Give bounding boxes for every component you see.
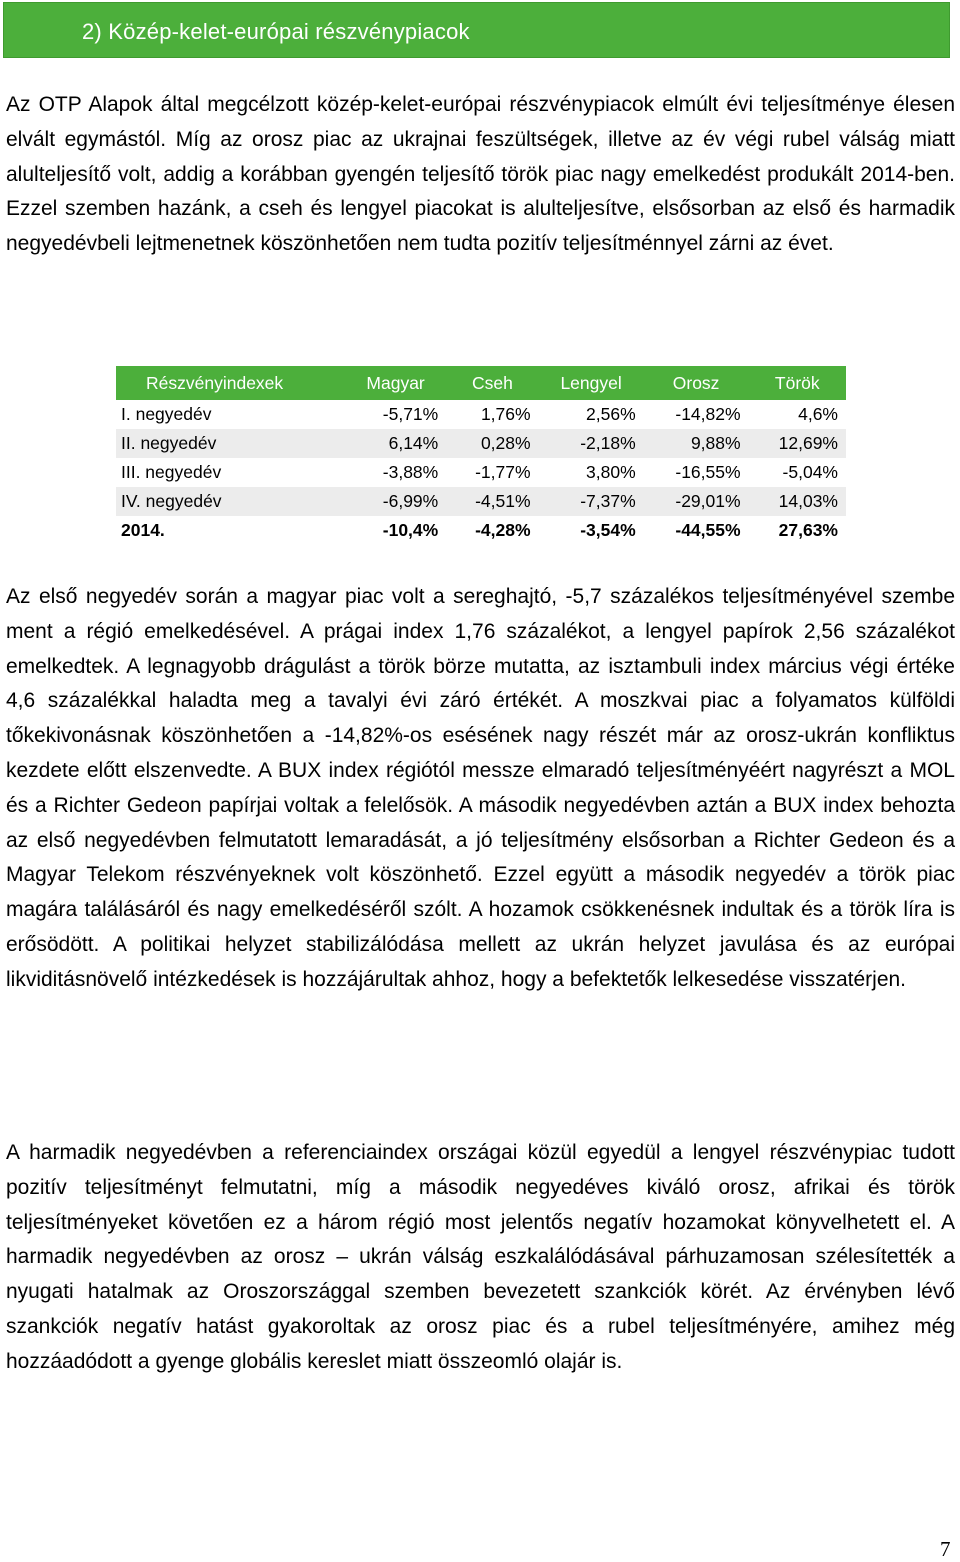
column-header-hungarian: Magyar: [345, 366, 446, 400]
table-cell: 0,28%: [446, 429, 538, 458]
column-header-czech: Cseh: [446, 366, 538, 400]
column-header-turkish: Török: [749, 366, 846, 400]
column-header-russian: Orosz: [644, 366, 749, 400]
table-cell: 9,88%: [644, 429, 749, 458]
table-cell: 2,56%: [586, 404, 636, 424]
table-cell: -3,54%: [580, 520, 636, 540]
first-second-quarter-paragraph: Az első negyedév során a magyar piac volt a sereghajtó, -5,7 százalékos teljesítményével szembe ment a régió emelkedésével. A prágai index 1,76 százalékot, a lengyel papírok 2,56 százalékot emelkedtek. A legnagyobb drágulást a török börze mutatta, az isztambuli index március végi értéke 4,6 százalékkal haladta meg a tavalyi évi záró értékét. A moszkvai piac a folyamatos külföldi tőkekivonásnak köszönhetően a -14,82%-os esésének nagy részét már az orosz-ukrán konfliktus kezdete előtt elszenvedte. A BUX index régiótól messze elmaradó teljesítményéért nagyrészt a MOL és a Richter Gedeon papírjai voltak a felelősök. A második negyedévben aztán a BUX index behozta az első negyedévben felmutatott lemaradását, a jó teljesítmény elsősorban a Richter Gedeon és a Magyar Telekom részvényeknek volt köszönhető. Ezzel együtt a második negyedév a török piac magára találásáról és nagy emelkedéséről szólt. A hozamok csökkenésnek indultak és a török líra is erősödött. A politikai helyzet stabilizálódása mellett az ukrán helyzet javulása és az európai likviditásnövelő intézkedések is hozzájárultak ahhoz, hogy a befektetők lelkesedése visszatérjen.: [6, 585, 955, 991]
table-cell: -3,88%: [382, 462, 439, 482]
table-cell: 4,6%: [798, 404, 838, 424]
table-row: [116, 400, 846, 429]
row-label: I. negyedév: [121, 404, 212, 424]
table-cell: -29,01%: [644, 487, 749, 516]
row-label: III. negyedév: [121, 462, 222, 482]
table-cell: -6,99%: [345, 487, 446, 516]
section-title: 2) Közép-kelet-európai részvénypiacok: [82, 19, 470, 44]
table-cell: -5,71%: [382, 404, 439, 424]
table-cell: -4,51%: [446, 487, 538, 516]
table-cell: 14,03%: [749, 487, 846, 516]
table-cell: -2,18%: [539, 429, 644, 458]
table-header-row: [116, 366, 846, 400]
table-cell: 27,63%: [778, 520, 838, 540]
table-row: [116, 487, 846, 516]
row-label: IV. negyedév: [116, 487, 345, 516]
table-cell: -44,55%: [675, 520, 741, 540]
page-number: 7: [940, 1537, 951, 1561]
table-cell: -5,04%: [782, 462, 838, 482]
row-label: 2014.: [121, 520, 165, 540]
index-performance-table: [116, 366, 846, 545]
table-cell: -10,4%: [382, 520, 439, 540]
table-cell: -1,77%: [475, 462, 531, 482]
third-quarter-paragraph: A harmadik negyedévben a referenciaindex országai közül egyedül a lengyel részvénypiac tudott pozitív teljesítményt felmutatni, míg a második negyedéves kiváló orosz, afrikai és török teljesítményeket követően ez a három régió most jelentős negatív hozamokat könyvelhetett el. A harmadik negyedévben az orosz – ukrán válság eszkalálódásával párhuzamosan szélesítették a nyugati hatalmak az Oroszországgal szemben bevezetett szankciók körét. Az érvényben lévő szankciók negatív hatást gyakoroltak az orosz piac és a rubel teljesítményére, amihez még hozzáadódott a gyenge globális kereslet miatt összeomló olajár is.: [6, 1141, 955, 1373]
table-cell: 6,14%: [345, 429, 446, 458]
table-cell: -14,82%: [675, 404, 741, 424]
table-cell: 1,76%: [480, 404, 531, 424]
table-total-row: [116, 516, 846, 545]
table-cell: 12,69%: [749, 429, 846, 458]
table-cell: -4,28%: [475, 520, 531, 540]
table-row: [116, 429, 846, 458]
table-row: [116, 458, 846, 487]
section-header-bar: [3, 2, 950, 58]
table-cell: -16,55%: [675, 462, 741, 482]
table-cell: 3,80%: [586, 462, 636, 482]
column-header-indices: Részvényindexek: [116, 366, 345, 400]
row-label: II. negyedév: [116, 429, 345, 458]
intro-paragraph: Az OTP Alapok által megcélzott közép-kelet-európai részvénypiacok elmúlt évi teljesítménye élesen elvált egymástól. Míg az orosz piac az ukrajnai feszültségek, illetve az év végi rubel válság miatt alulteljesítő volt, addig a korábban gyengén teljesítő török piac nagy emelkedést produkált 2014-ben. Ezzel szemben hazánk, a cseh és lengyel piacokat is alulteljesítve, elsősorban az első és harmadik negyedévbeli lejtmenetnek köszönhetően nem tudta pozitív teljesítménnyel zárni az évet.: [6, 93, 955, 256]
table-cell: -7,37%: [539, 487, 644, 516]
column-header-polish: Lengyel: [539, 366, 644, 400]
